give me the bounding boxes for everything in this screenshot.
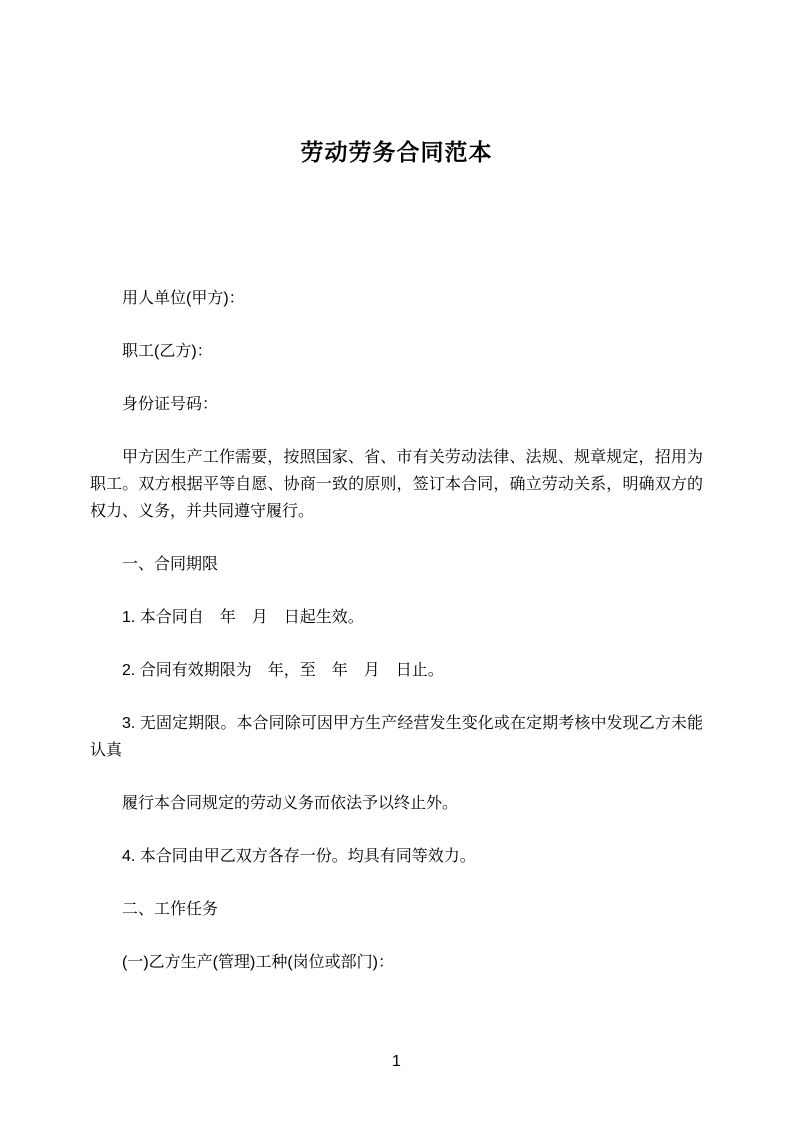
paragraph: 2. 合同有效期限为 年，至 年 月 日止。	[122, 662, 444, 679]
paragraph: 职工(乙方)：	[122, 343, 213, 360]
paragraph: (一)乙方生产(管理)工种(岗位或部门)：	[122, 954, 394, 971]
paragraph: 二、工作任务	[122, 901, 219, 918]
paragraph: 3. 无固定期限。本合同除可因甲方生产经营发生变化或在定期考核中发现乙方未能认真	[90, 715, 703, 759]
page-number: 1	[392, 1053, 401, 1070]
document-title: 劳动劳务合同范本	[300, 139, 493, 165]
paragraph: 4. 本合同由甲乙双方各存一份。均具有同等效力。	[122, 848, 476, 865]
paragraph: 甲方因生产工作需要，按照国家、省、市有关劳动法律、法规、规章规定，招用为职工。双方根据平等自愿、协商一致的原则，签订本合同，确立劳动关系，明确双方的权力、义务，并共同遵守履行。	[90, 449, 703, 520]
paragraphs-container	[90, 285, 703, 976]
paragraph: 履行本合同规定的劳动义务而依法予以终止外。	[122, 795, 459, 812]
paragraph: 身份证号码：	[122, 396, 219, 413]
paragraph: 一、合同期限	[122, 556, 219, 573]
paragraph: 1. 本合同自 年 月 日起生效。	[122, 609, 364, 626]
paragraph: 用人单位(甲方)：	[122, 290, 245, 307]
